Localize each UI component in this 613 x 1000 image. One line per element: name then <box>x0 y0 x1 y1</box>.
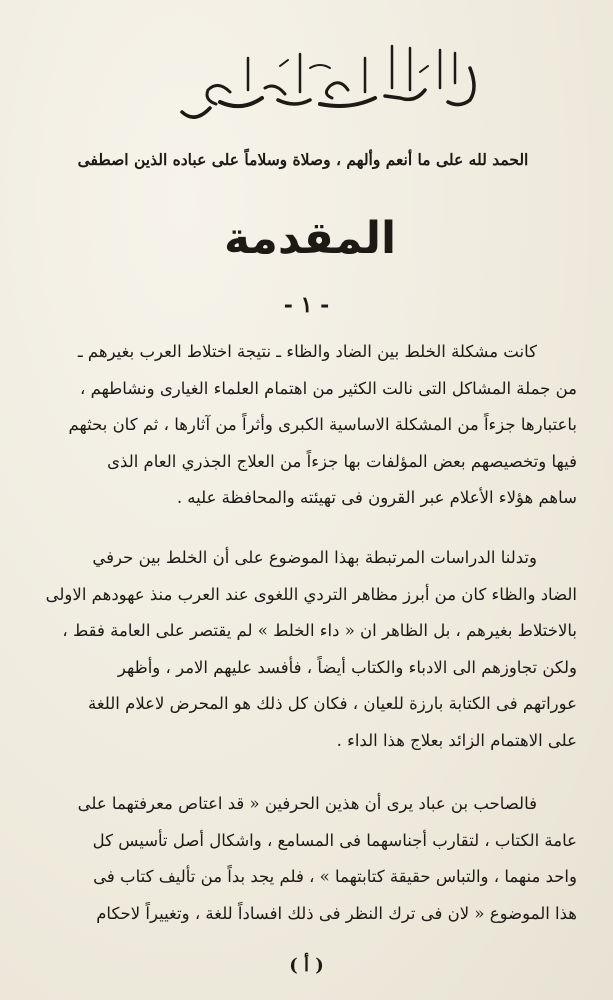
text-line: كانت مشكلة الخلط بين الضاد والظاء ـ نتيجة اختلاط العرب بغيرهم ـ <box>77 342 537 361</box>
paragraph-2 <box>29 540 577 759</box>
paragraph-3 <box>29 786 577 932</box>
text-line: الضاد والظاء كان من أبرز مظاهر التردي اللغوى عند العرب منذ عهودهم الاولى <box>45 584 577 604</box>
text-line: هذا الموضوع « لان فى ترك النظر فى ذلك افساداً للغة ، وتغييراً لاحكام <box>96 903 577 923</box>
title-wrap <box>200 198 420 278</box>
text-line: فالصاحب بن عباد يرى أن هذين الحرفين « قد اعتاص معرفتهما على <box>77 794 537 813</box>
text-line: عامة الكتاب ، لتقارب أجناسهما فى المسامع ، واشكال أصل تأسيس كل <box>92 830 577 850</box>
text-line: على الاهتمام الزائد بعلاج هذا الداء . <box>336 730 577 750</box>
text-line: وتدلنا الدراسات المرتبطة بهذا الموضوع على أن الخلط بين حرفي <box>92 548 537 567</box>
basmala-calligraphy <box>170 28 490 136</box>
text-line: بالاختلاط بغيرهم ، بل الظاهر ان « داء الخلط » لم يقتصر على العامة فقط ، <box>62 621 577 640</box>
section-number: - ١ - <box>283 292 330 318</box>
hamd-line: الحمد لله على ما أنعم وألهم ، وصلاة وسلاماً على عباده الذين اصطفى <box>77 150 529 169</box>
text-line: فيها وتخصيصهم بعض المؤلفات بها جزءاً من العلاج الجذري العام الذى <box>107 451 577 471</box>
text-line: واحد منهما ، والتباس حقيقة كتابتهما » ، فلم يجد بداً من تأليف كتاب فى <box>93 867 577 886</box>
text-line: باعتبارها جزءاً من المشكلة الاساسية الكبرى وأثراً من آثارها ، ثم كان بحثهم <box>68 415 577 434</box>
text-line: ساهم هؤلاء الأعلام عبر القرون فى تهيئته والمحافظة عليه . <box>176 488 577 507</box>
paragraph-1 <box>29 334 577 517</box>
text-line: ولكن تجاوزهم الى الادباء والكتاب أيضاً ، فأفسد عليهم الامر ، وأظهر <box>117 657 577 677</box>
text-line: من جملة المشاكل التى نالت الكثير من اهتمام العلماء الغيارى ونشاطهم ، <box>80 378 577 398</box>
page-title: المقدمة <box>223 212 397 264</box>
basmala-calligraphy-drawing <box>170 28 490 136</box>
page-number: ( أ ) <box>289 955 324 976</box>
text-line: عوراتهم فى الكتابة بارزة للعيان ، فكان كل ذلك هو المحرض لاعلام اللغة <box>88 694 577 713</box>
